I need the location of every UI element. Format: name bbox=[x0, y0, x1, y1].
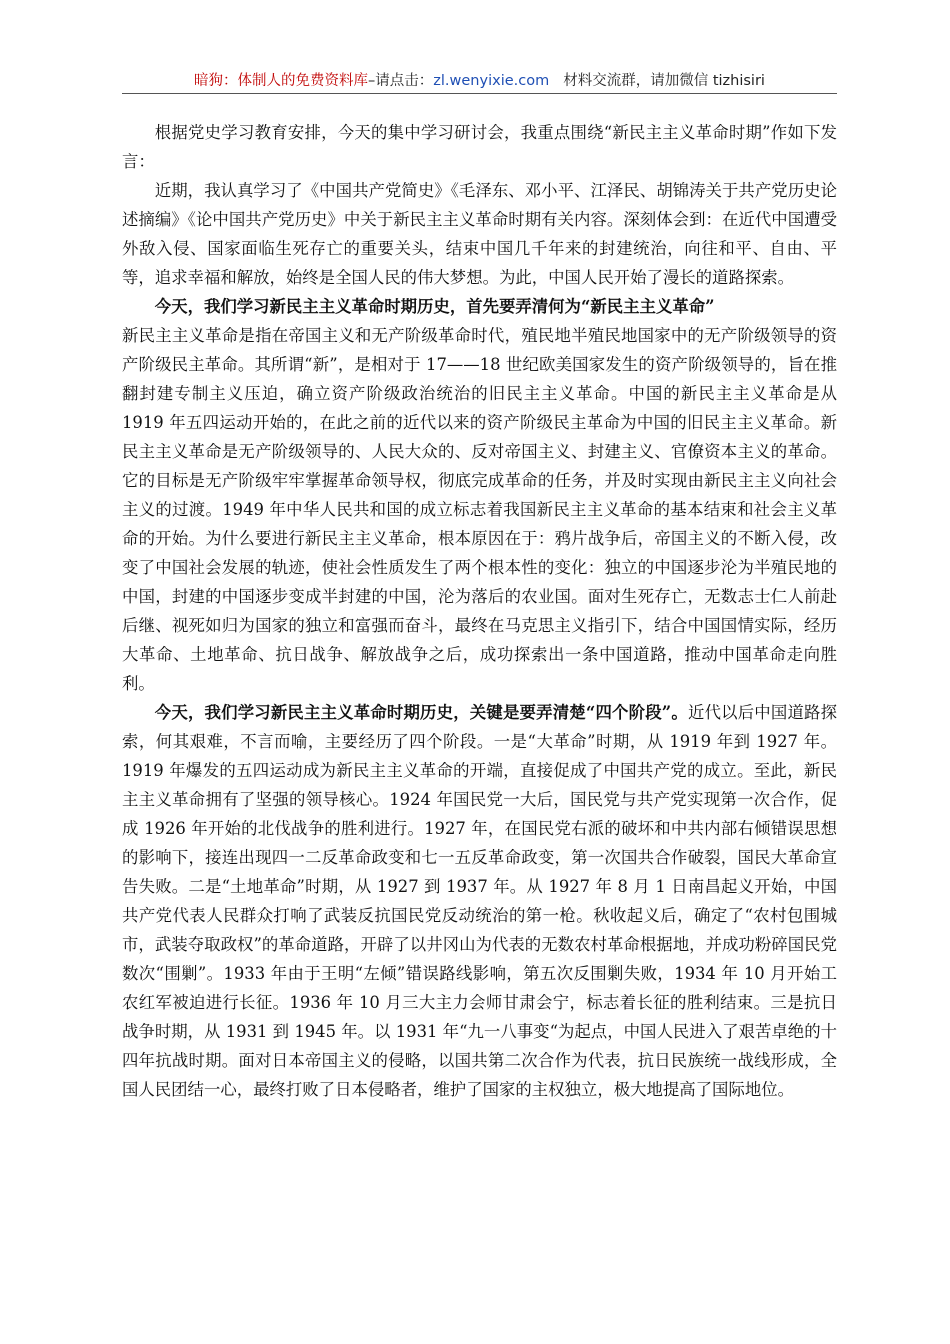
header-contact-text: 材料交流群，请加微信 tizhisiri bbox=[563, 73, 765, 89]
header-website-link[interactable]: zl.wenyixie.com bbox=[433, 73, 550, 89]
page-header bbox=[122, 70, 837, 92]
header-brand-text: 暗狗：体制人的免费资料库 bbox=[194, 73, 369, 89]
intro-paragraph: 根据党史学习教育安排，今天的集中学习研讨会，我重点围绕“新民主主义革命时期”作如下发言： bbox=[122, 123, 837, 171]
header-link-prefix: –请点击： bbox=[368, 73, 434, 89]
section-heading-four-stages: 今天，我们学习新民主主义革命时期历史，关键是要弄清楚“四个阶段”。 bbox=[154, 703, 688, 722]
four-stages-text: 近代以后中国道路探索，何其艰难，不言而喻，主要经历了四个阶段。一是“大革命”时期，从 1919 年到 1927 年。1919 年爆发的五四运动成为新民主主义革命的开端，直接促成了中国共产党的成立。至此，新民主主义革命拥有了坚强的领导核心。1924 年国民党一大后，国民党与共产党实现第一次合作，促成 1926 年开始的北伐战争的胜利进行。1927 年，在国民党右派的破坏和中共内部右倾错误思想的影响下，接连出现四一二反革命政变和七一五反革命政变，第一次国共合作破裂，国民大革命宣告失败。二是“土地革命”时期，从 1927 到 1937 年。从 1927 年 8 月 1 日南昌起义开始，中国共产党代表人民群众打响了武装反抗国民党反动统治的第一枪。秋收起义后，确定了“农村包围城市，武装夺取政权”的革命道路，开辟了以井冈山为代表的无数农村革命根据地，并成功粉碎国民党数次“围剿”。1933 年由于王明“左倾”错误路线影响，第五次反围剿失败，1934 年 10 月开始工农红军被迫进行长征。1936 年 10 月三大主力会师甘肃会宁，标志着长征的胜利结束。三是抗日战争时期，从 1931 到 1945 年。以 1931 年“九一八事变“为起点，中国人民进入了艰苦卓绝的十四年抗战时期。面对日本帝国主义的侵略，以国共第二次合作为代表，抗日民族统一战线形成，全国人民团结一心，最终打败了日本侵略者，维护了国家的主权独立，极大地提高了国际地位。 bbox=[122, 703, 838, 1099]
document-body bbox=[122, 118, 837, 1104]
four-stages-paragraph bbox=[122, 698, 837, 1104]
header-divider bbox=[122, 93, 837, 94]
section-heading-definition: 今天，我们学习新民主主义革命时期历史，首先要弄清何为“新民主主义革命” bbox=[154, 297, 715, 316]
definition-paragraph: 新民主主义革命是指在帝国主义和无产阶级革命时代，殖民地半殖民地国家中的无产阶级领导的资产阶级民主革命。其所谓“新”，是相对于 17——18 世纪欧美国家发生的资产阶级领导的，旨在推翻封建专制主义压迫，确立资产阶级政治统治的旧民主主义革命。中国的新民主主义革命是从 1919 年五四运动开始的，在此之前的近代以来的资产阶级民主革命为中国的旧民主主义革命。新民主主义革命是无产阶级领导的、人民大众的、反对帝国主义、封建主义、官僚资本主义的革命。它的目标是无产阶级牢牢掌握革命领导权，彻底完成革命的任务，并及时实现由新民主主义向社会主义的过渡。1949 年中华人民共和国的成立标志着我国新民主主义革命的基本结束和社会主义革命的开始。为什么要进行新民主主义革命，根本原因在于：鸦片战争后，帝国主义的不断入侵，改变了中国社会发展的轨迹，使社会性质发生了两个根本性的变化：独立的中国逐步沦为半殖民地的中国，封建的中国逐步变成半封建的中国，沦为落后的农业国。面对生死存亡，无数志士仁人前赴后继、视死如归为国家的独立和富强而奋斗，最终在马克思主义指引下，结合中国国情实际，经历大革命、土地革命、抗日战争、解放战争之后，成功探索出一条中国道路，推动中国革命走向胜利。 bbox=[122, 326, 837, 693]
study-reflection-paragraph: 近期，我认真学习了《中国共产党简史》《毛泽东、邓小平、江泽民、胡锦涛关于共产党历史论述摘编》《论中国共产党历史》中关于新民主主义革命时期有关内容。深刻体会到：在近代中国遭受外敌入侵、国家面临生死存亡的重要关头，结束中国几千年来的封建统治，向往和平、自由、平等，追求幸福和解放，始终是全国人民的伟大梦想。为此，中国人民开始了漫长的道路探索。 bbox=[122, 181, 837, 287]
